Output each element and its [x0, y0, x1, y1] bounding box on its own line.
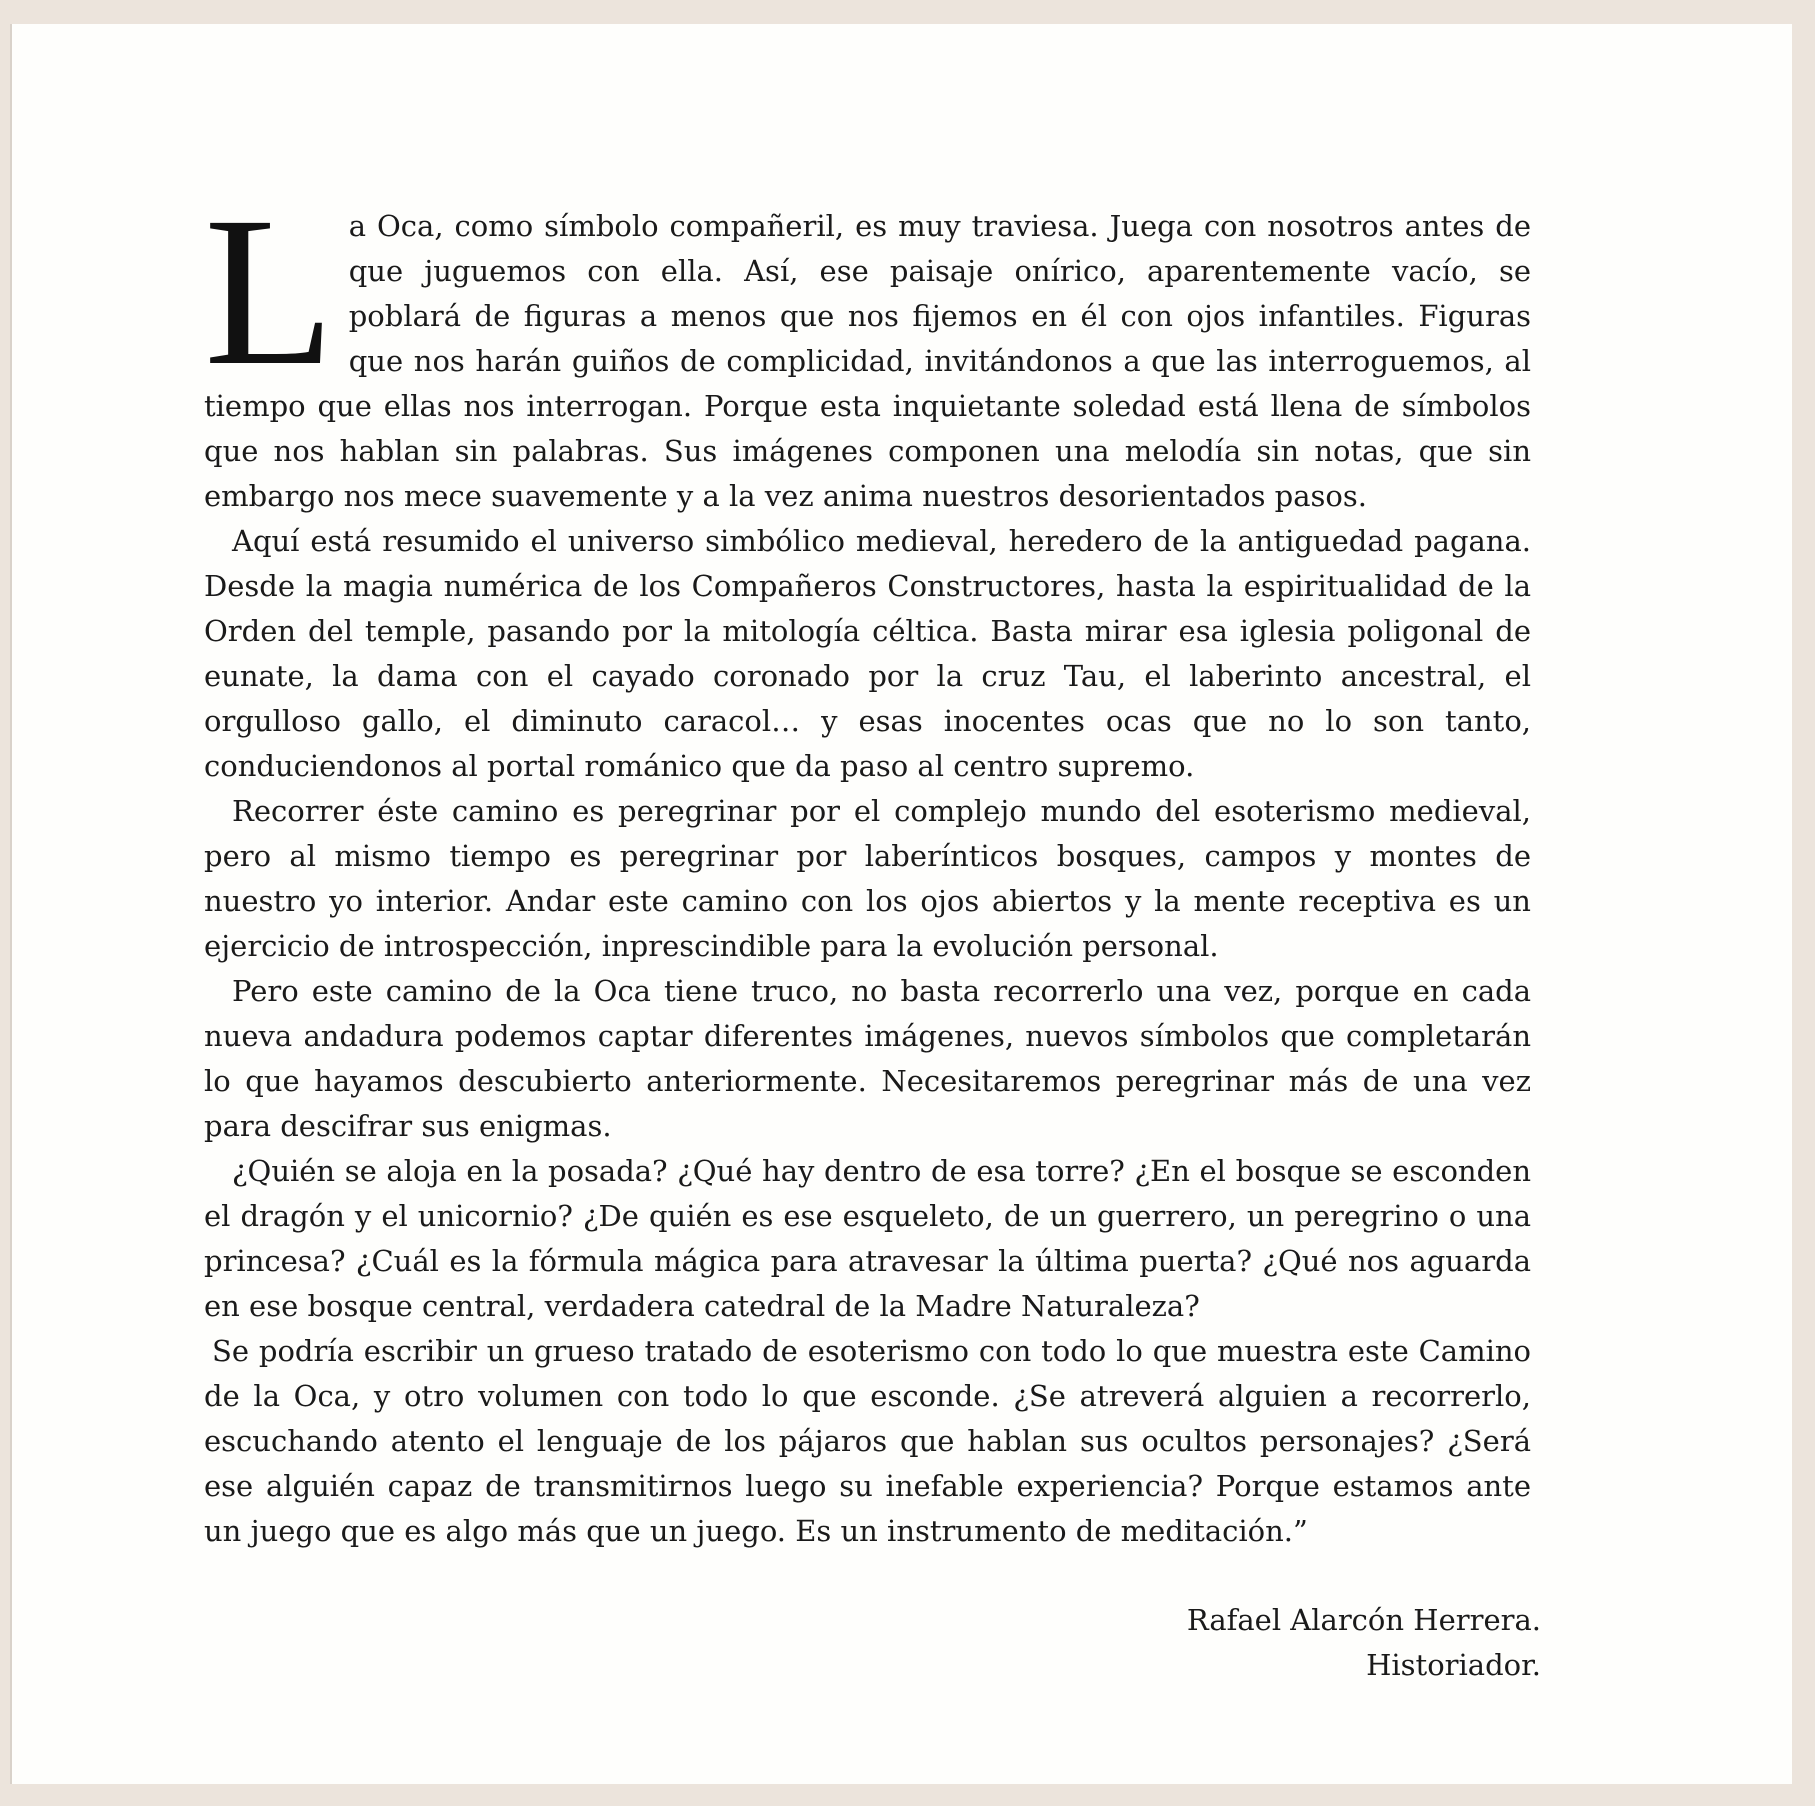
- paragraph-5: ¿Quién se aloja en la posada? ¿Qué hay dentro de esa torre? ¿En el bosque se esconden el dragón y el unicornio? ¿De quién es ese esqueleto, de un guerrero, un peregrino o una princesa? ¿Cuál es la fórmula mágica para atravesar la última puerta? ¿Qué nos aguarda en ese bosque central, verdadera catedral de la Madre Naturaleza?: [204, 1154, 1531, 1323]
- paragraph-4: Pero este camino de la Oca tiene truco, no basta recorrerlo una vez, porque en cada nueva andadura podemos captar diferentes imágenes, nuevos símbolos que completarán lo que hayamos descubierto anteriormente. Necesitaremos peregrinar más de una vez para descifrar sus enigmas.: [204, 974, 1531, 1143]
- author-title: Historiador.: [1366, 1648, 1541, 1682]
- page: [10, 24, 1792, 1784]
- paragraph-2: Aquí está resumido el universo simbólico medieval, heredero de la antiguedad pagana. Desde la magia numérica de los Compañeros Constructores, hasta la espiritualidad de la Orden del temple, pasando por la mitología céltica. Basta mirar esa iglesia poligonal de eunate, la dama con el cayado coronado por la cruz Tau, el laberinto ancestral, el orgulloso gallo, el diminuto caracol… y esas inocentes ocas que no lo son tanto, conduciendonos al portal románico que da paso al centro supremo.: [204, 524, 1531, 783]
- paragraph-1: [204, 173, 1531, 519]
- dropcap-letter: L: [204, 173, 335, 410]
- paragraph-3: Recorrer éste camino es peregrinar por el complejo mundo del esoterismo medieval, pero al mismo tiempo es peregrinar por laberínticos bosques, campos y montes de nuestro yo interior. Andar este camino con los ojos abiertos y la mente receptiva es un ejercicio de introspección, inprescindible para la evolución personal.: [204, 794, 1531, 963]
- paragraph-1-text: a Oca, como símbolo compañeril, es muy traviesa. Juega con nosotros antes de que juguemos con ella. Así, ese paisaje onírico, aparentemente vacío, se poblará de figuras a menos que nos fijemos en él con ojos infantiles. Figuras que nos harán guiños de complicidad, invitándonos a que las interroguemos, al tiempo que ellas nos interrogan. Porque esta inquietante soledad está llena de símbolos que nos hablan sin palabras. Sus imágenes componen una melodía sin notas, que sin embargo nos mece suavemente y a la vez anima nuestros desorientados pasos.: [204, 209, 1531, 513]
- author-name: Rafael Alarcón Herrera.: [1186, 1603, 1541, 1637]
- body-text: [204, 173, 1531, 1554]
- signature: [1187, 1598, 1541, 1688]
- paragraph-6: Se podría escribir un grueso tratado de esoterismo con todo lo que muestra este Camino de la Oca, y otro volumen con todo lo que esconde. ¿Se atreverá alguien a recorrerlo, escuchando atento el lenguaje de los pájaros que hablan sus ocultos personajes? ¿Será ese alguién capaz de transmitirnos luego su inefable experiencia? Porque estamos ante un juego que es algo más que un juego. Es un instrumento de meditación.”: [204, 1334, 1531, 1548]
